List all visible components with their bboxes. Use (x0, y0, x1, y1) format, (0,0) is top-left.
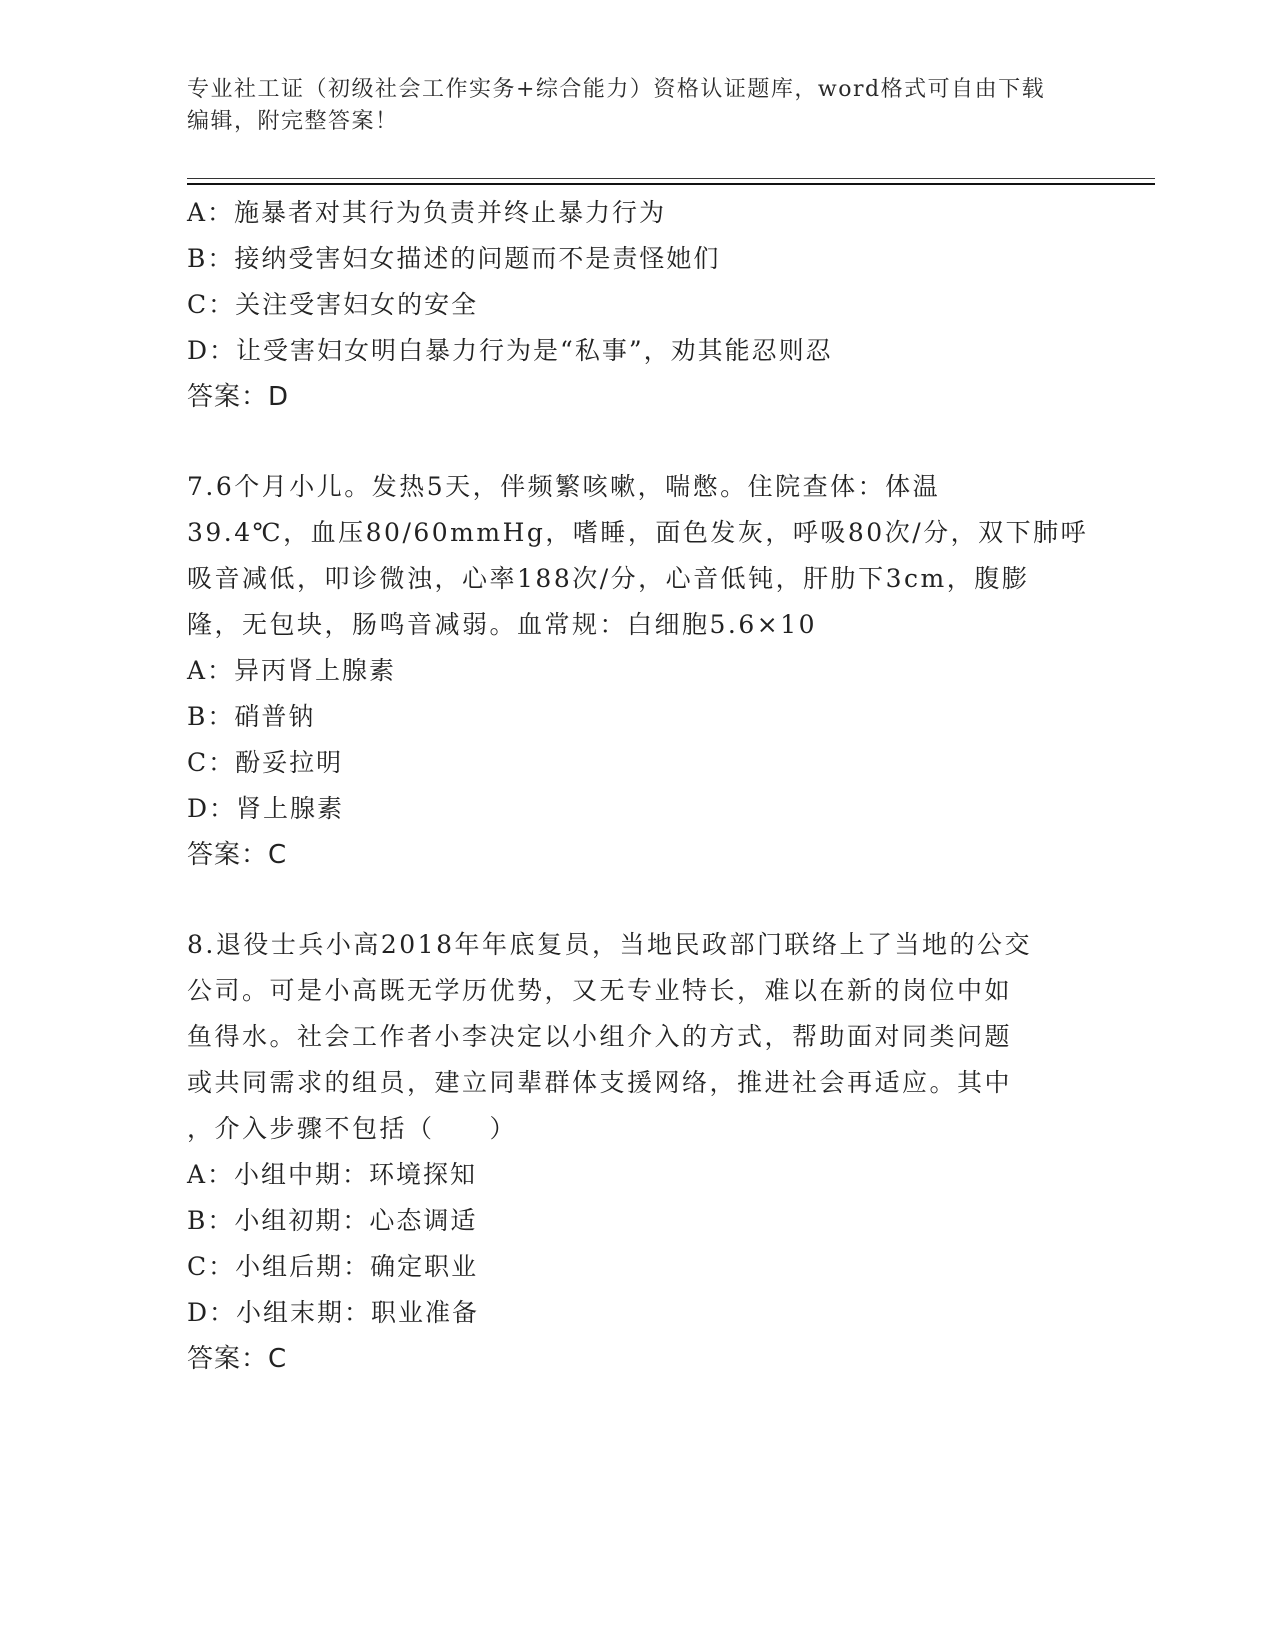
question-8-stem-line: 鱼得水。社会工作者小李决定以小组介入的方式，帮助面对同类问题 (187, 1022, 1013, 1051)
question-7-answer: 答案：C (187, 840, 288, 870)
document-header (187, 74, 1087, 138)
question-7 (187, 464, 1087, 878)
header-title-line-1: 专业社工证（初级社会工作实务+综合能力）资格认证题库，word格式可自由下载 (187, 77, 1046, 102)
question-6-option-c: C：关注受害妇女的安全 (187, 290, 479, 319)
question-spacer (187, 878, 1087, 922)
question-8-stem-line: 或共同需求的组员，建立同辈群体支援网络，推进社会再适应。其中 (187, 1068, 1013, 1097)
header-divider-thin (187, 178, 1155, 179)
question-8-stem-line: 公司。可是小高既无学历优势，又无专业特长，难以在新的岗位中如 (187, 976, 1013, 1005)
question-7-stem-line: 39.4℃，血压80/60mmHg，嗜睡，面色发灰，呼吸80次/分，双下肺呼 (187, 518, 1089, 547)
question-7-option-c: C：酚妥拉明 (187, 748, 344, 777)
question-7-stem-line: 7.6个月小儿。发热5天，伴频繁咳嗽，喘憋。住院查体：体温 (187, 472, 941, 501)
question-8-option-d: D：小组末期：职业准备 (187, 1298, 480, 1327)
question-8-stem-line: 8.退役士兵小高2018年年底复员，当地民政部门联络上了当地的公交 (187, 930, 1032, 959)
question-8-option-b: B：小组初期：心态调适 (187, 1206, 478, 1235)
question-7-stem (187, 464, 1087, 648)
question-7-option-b: B：硝普钠 (187, 702, 316, 731)
question-6-option-d: D：让受害妇女明白暴力行为是“私事”，劝其能忍则忍 (187, 336, 833, 365)
question-6 (187, 190, 1087, 420)
question-list (187, 190, 1087, 1382)
question-8 (187, 922, 1087, 1382)
question-8-option-c: C：小组后期：确定职业 (187, 1252, 479, 1281)
question-7-option-a: A：异丙肾上腺素 (187, 656, 397, 685)
question-7-option-d: D：肾上腺素 (187, 794, 345, 823)
question-6-option-b: B：接纳受害妇女描述的问题而不是责怪她们 (187, 244, 721, 273)
header-title-line-2: 编辑，附完整答案！ (187, 109, 399, 134)
question-8-stem (187, 922, 1087, 1152)
question-8-stem-line: ，介入步骤不包括（ ） (187, 1114, 518, 1143)
question-spacer (187, 420, 1087, 464)
question-6-option-a: A：施暴者对其行为负责并终止暴力行为 (187, 198, 667, 227)
question-8-option-a: A：小组中期：环境探知 (187, 1160, 478, 1189)
question-8-answer: 答案：C (187, 1344, 288, 1374)
question-7-stem-line: 隆，无包块，肠鸣音减弱。血常规：白细胞5.6×10 (187, 610, 818, 639)
header-divider-thick (187, 183, 1155, 185)
question-7-stem-line: 吸音减低，叩诊微浊，心率188次/分，心音低钝，肝肋下3cm，腹膨 (187, 564, 1030, 593)
question-6-answer: 答案：D (187, 382, 290, 412)
